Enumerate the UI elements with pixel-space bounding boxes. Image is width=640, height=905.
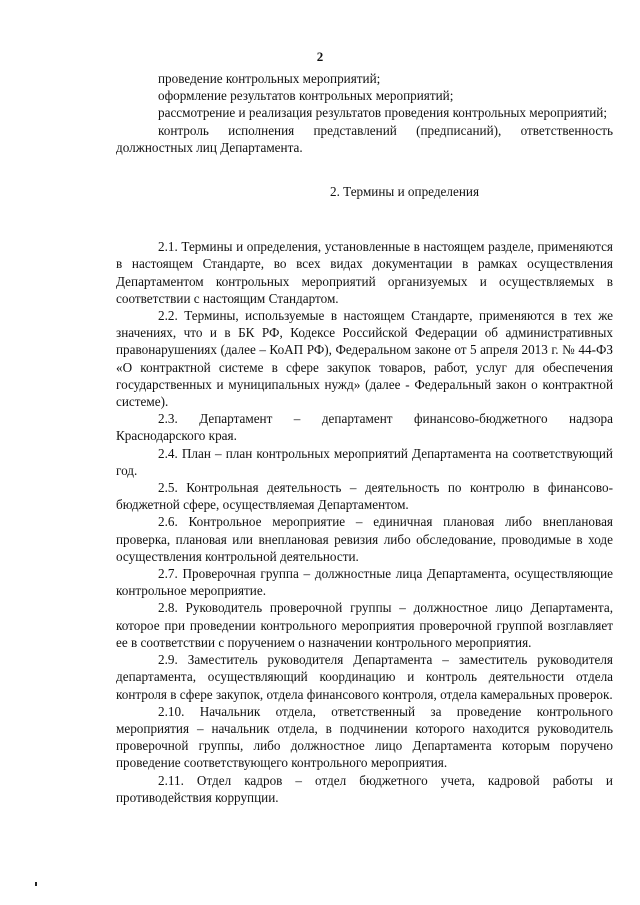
paragraph-2-10: 2.10. Начальник отдела, ответственный за проведение контрольного мероприятия – начальник отдела, в подчинении которого находится руководитель проверочной группы, либо должностное лицо Департамента которым поручено проведение соответствующего контрольного мероприятия. (116, 703, 613, 771)
document-body (116, 70, 613, 806)
scan-mark (35, 882, 37, 886)
intro-line-3: рассмотрение и реализация результатов проведения контрольных мероприятий; (158, 105, 607, 121)
paragraph-2-7: 2.7. Проверочная группа – должностные лица Департамента, осуществляющие контрольное мероприятие. (116, 566, 613, 599)
intro-line-2: оформление результатов контрольных мероприятий; (158, 88, 454, 104)
paragraph-2-8: 2.8. Руководитель проверочной группы – должностное лицо Департамента, которое при проведении контрольного мероприятия проверочной группой возглавляет ее в соответствии с поручением о назначении контрольного мероприятия. (116, 600, 613, 650)
intro-line-4: контроль исполнения представлений (предписаний), ответственность должностных лиц Департамента. (116, 122, 613, 155)
intro-line-1: проведение контрольных мероприятий; (158, 71, 381, 86)
paragraph-2-11: 2.11. Отдел кадров – отдел бюджетного учета, кадровой работы и противодействия коррупции. (116, 772, 613, 805)
paragraph-2-3: 2.3. Департамент – департамент финансово-бюджетного надзора Краснодарского края. (116, 411, 613, 444)
page-number: 2 (316, 49, 324, 64)
paragraph-2-6: 2.6. Контрольное мероприятие – единичная плановая либо внеплановая проверка, плановая или внеплановая ревизия либо обследование, проводимые в ходе осуществления контрольной деятельности. (116, 514, 613, 564)
paragraph-2-2: 2.2. Термины, используемые в настоящем Стандарте, применяются в тех же значениях, что и в БК РФ, Кодексе Российской Федерации об административных правонарушениях (далее – КоАП РФ), Федеральном законе от 5 апреля 2013 г. № 44-ФЗ «О контрактной системе в сфере закупок товаров, работ, услуг для обеспечения государственных и муниципальных нужд» (далее - Федеральный закон о контрактной системе). (116, 308, 613, 410)
paragraph-2-4: 2.4. План – план контрольных мероприятий Департамента на соответствующий год. (116, 445, 613, 478)
section-title: 2. Термины и определения (329, 184, 480, 200)
paragraph-2-5: 2.5. Контрольная деятельность – деятельность по контролю в финансово-бюджетной сфере, осуществляемая Департаментом. (116, 480, 613, 513)
paragraph-2-9: 2.9. Заместитель руководителя Департамента – заместитель руководителя департамента, осуществляющий координацию и контроль деятельности отдела контроля в сфере закупок, отдела финансового контроля, отдела камеральных проверок. (116, 652, 613, 702)
paragraph-2-1: 2.1. Термины и определения, установленные в настоящем разделе, применяются в настоящем Стандарте, во всех видах документации в рамках осуществления Департаментом контрольных мероприятий организуемых и осуществляемых в соответствии с настоящим Стандартом. (116, 239, 613, 306)
